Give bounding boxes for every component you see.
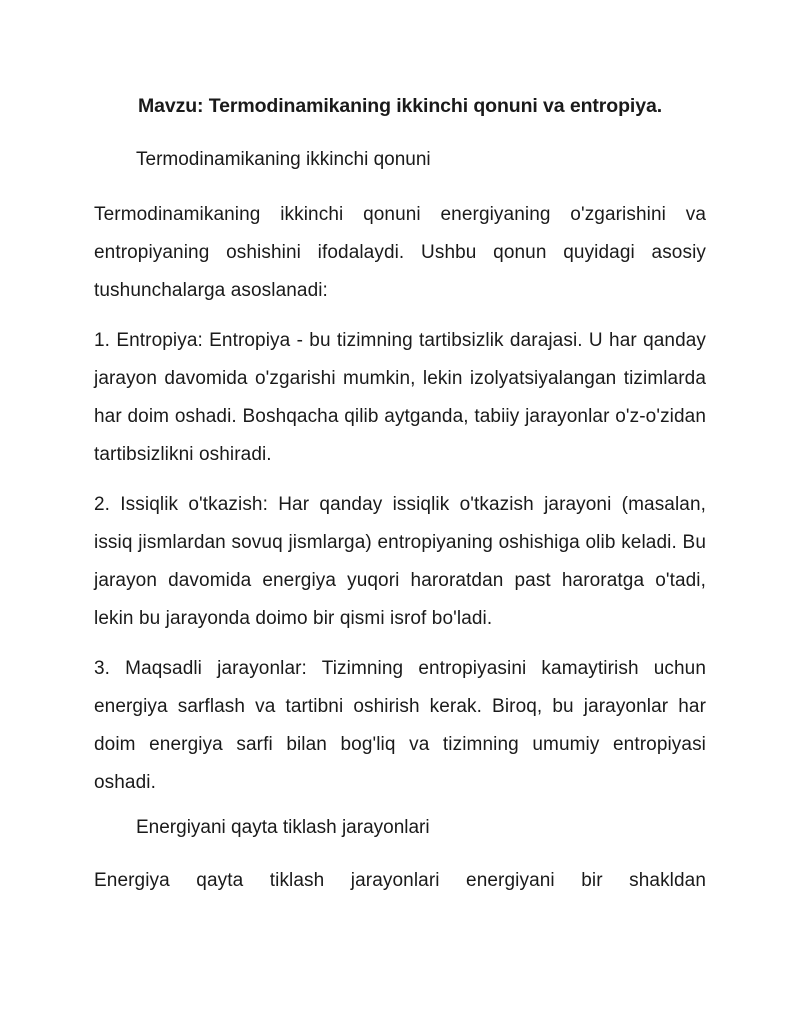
section-heading-energy-recovery: Energiyani qayta tiklash jarayonlari bbox=[136, 817, 430, 838]
list-item-heat-transfer: 2. Issiqlik o'tkazish: Har qanday issiqlik o'tkazish jarayoni (masalan, issiq jismlardan sovuq jismlarga) entropiyaning oshishiga olib keladi. Bu jarayon davomida energiya yuqori haroratdan past haroratga o'tadi, lekin bu jarayonda doimo bir qismi isrof bo'ladi. bbox=[94, 494, 706, 629]
document-page bbox=[94, 92, 706, 900]
document-title: Mavzu: Termodinamikaning ikkinchi qonuni va entropiya. bbox=[137, 95, 663, 117]
list-item-purposeful-processes: 3. Maqsadli jarayonlar: Tizimning entropiyasini kamaytirish uchun energiya sarflash va tartibni oshirish kerak. Biroq, bu jarayonlar har doim energiya sarfi bilan bog'liq va tizimning umumiy entropiyasi oshadi. bbox=[94, 658, 706, 793]
energy-recovery-paragraph: Energiya qayta tiklash jarayonlari energiyani bir shakldan bbox=[94, 870, 706, 891]
section-heading-second-law: Termodinamikaning ikkinchi qonuni bbox=[136, 149, 431, 170]
intro-paragraph: Termodinamikaning ikkinchi qonuni energiyaning o'zgarishini va entropiyaning oshishini ifodalaydi. Ushbu qonun quyidagi asosiy tushunchalarga asoslanadi: bbox=[94, 204, 706, 301]
list-item-entropy: 1. Entropiya: Entropiya - bu tizimning tartibsizlik darajasi. U har qanday jarayon davomida o'zgarishi mumkin, lekin izolyatsiyalangan tizimlarda har doim oshadi. Boshqacha qilib aytganda, tabiiy jarayonlar o'z-o'zidan tartibsizlikni oshiradi. bbox=[94, 330, 706, 465]
